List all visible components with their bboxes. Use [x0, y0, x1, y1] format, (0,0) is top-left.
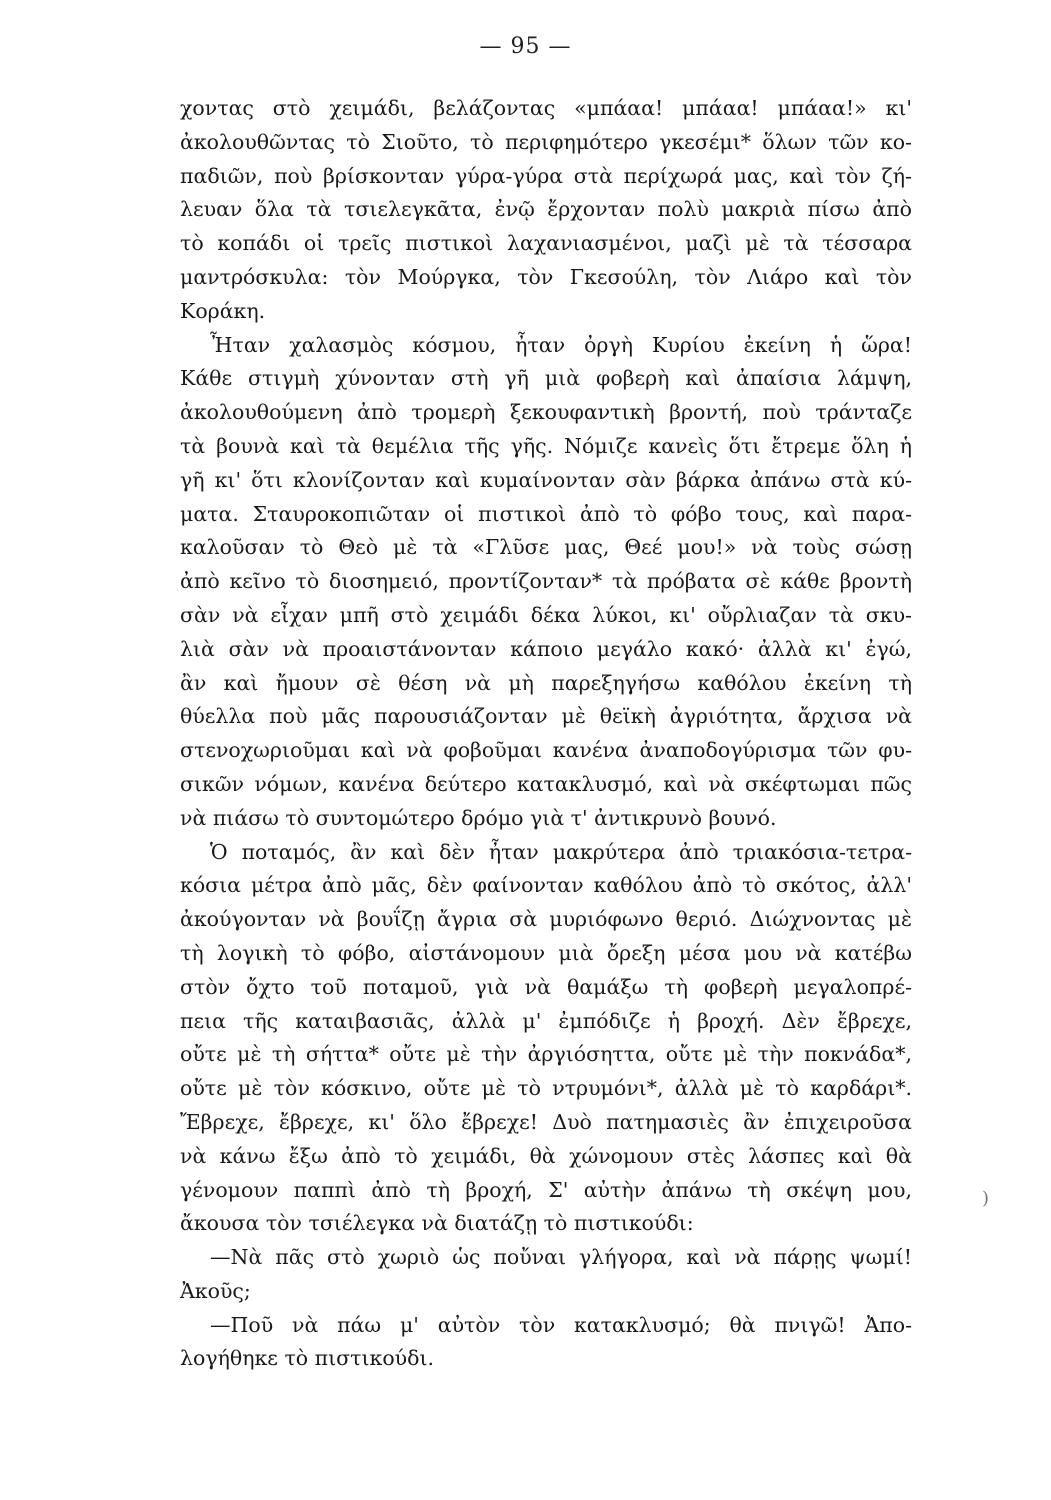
text-line: λογήθηκε τὸ πιστικούδι. [180, 1346, 435, 1371]
text-line: λιὰ σὰν νὰ προαιστάνονταν κάποιο μεγάλο κακό· ἀλλὰ κι' ἐγώ, [180, 636, 912, 661]
text-line: γένομουν παππὶ ἀπὸ τὴ βροχή, Σ' αὐτὴν ἀπάνω τὴ σκέψη μου, [180, 1177, 912, 1202]
text-line: ἀκολουθῶντας τὸ Σιοῦτο, τὸ περιφημότερο γκεσέμι* ὅλων τῶν κο- [180, 129, 912, 154]
page-number: — 95 — [479, 34, 572, 59]
text-line: χοντας στὸ χειμάδι, βελάζοντας «μπάαα! μπάαα! μπάαα!» κι' [180, 96, 912, 120]
text-line: τὰ βουνὰ καὶ τὰ θεμέλια τῆς γῆς. Νόμιζε κανεὶς ὅτι ἔτρεμε ὅλη ἡ [180, 433, 912, 458]
text-line: ἀπὸ κεῖνο τὸ διοσημειό, προντίζονταν* τὰ πρόβατα σὲ κάθε βροντὴ [180, 569, 912, 594]
text-line: σὰν νὰ εἶχαν μπῆ στὸ χειμάδι δέκα λύκοι, κι' οὔρλιαζαν τὰ σκυ- [180, 602, 912, 627]
text-line: ἀκολουθούμενη ἀπὸ τρομερὴ ξεκουφαντικὴ βροντή, ποὺ τράνταζε [180, 400, 912, 425]
text-line: Ἔβρεχε, ἔβρεχε, κι' ὅλο ἔβρεχε! Δυὸ πατημασιὲς ἂν ἐπιχειροῦσα [180, 1109, 912, 1134]
text-line: κόσια μέτρα ἀπὸ μᾶς, δὲν φαίνονταν καθόλου ἀπὸ τὸ σκότος, ἀλλ' [180, 873, 912, 898]
text-line: πεια τῆς καταιβασιᾶς, ἀλλὰ μ' ἐμπόδιζε ἡ βροχή. Δὲν ἔβρεχε, [180, 1008, 912, 1033]
text-line: παδιῶν, ποὺ βρίσκονταν γύρα-γύρα στὰ περίχωρά μας, καὶ τὸν ζή- [180, 163, 912, 188]
text-line: ἂν καὶ ἤμουν σὲ θέση νὰ μὴ παρεξηγήσω καθόλου ἐκείνη τὴ [180, 670, 912, 695]
margin-mark: ) [982, 1188, 990, 1209]
text-line: ἄκουσα τὸν τσιέλεγκα νὰ διατάζῃ τὸ πιστικούδι: [180, 1211, 694, 1236]
body-text [180, 92, 912, 1376]
text-line: —Νὰ πᾶς στὸ χωριὸ ὡς ποὔναι γλήγορα, καὶ νὰ πάρῃς ψωμί! [210, 1245, 912, 1270]
text-line: τὴ λογικὴ τὸ φόβο, αἰστάνομουν μιὰ ὄρεξη μέσα μου νὰ κατέβω [180, 940, 912, 965]
text-line: λευαν ὅλα τὰ τσιελεγκᾶτα, ἐνῷ ἔρχονταν πολὺ μακριὰ πίσω ἀπὸ [180, 197, 912, 222]
text-line: στενοχωριοῦμαι καὶ νὰ φοβοῦμαι κανένα ἀναποδογύρισμα τῶν φυ- [180, 738, 912, 763]
text-line: στὸν ὄχτο τοῦ ποταμοῦ, γιὰ νὰ θαμάξω τὴ φοβερὴ μεγαλοπρέ- [180, 974, 912, 999]
text-line: Κοράκη. [180, 298, 266, 323]
text-line: —Ποῦ νὰ πάω μ' αὐτὸν τὸν κατακλυσμό; θὰ πνιγῶ! Ἀπο- [210, 1312, 912, 1337]
text-line: γῆ κι' ὅτι κλονίζονταν καὶ κυμαίνονταν σὰν βάρκα ἀπάνω στὰ κύ- [180, 467, 912, 492]
text-line: σικῶν νόμων, κανένα δεύτερο κατακλυσμό, καὶ νὰ σκέφτωμαι πῶς [180, 771, 912, 796]
text-line: νὰ κάνω ἔξω ἀπὸ τὸ χειμάδι, θὰ χώνομουν στὲς λάσπες καὶ θὰ [180, 1143, 912, 1168]
text-line: οὔτε μὲ τὸν κόσκινο, οὔτε μὲ τὸ ντρυμόνι*, ἀλλὰ μὲ τὸ καρδάρι*. [180, 1076, 912, 1101]
text-line: Ὁ ποταμός, ἂν καὶ δὲν ἦταν μακρύτερα ἀπὸ τριακόσια-τετρα- [210, 839, 912, 864]
text-line: καλοῦσαν τὸ Θεὸ μὲ τὰ «Γλῦσε μας, Θεέ μου!» νὰ τοὺς σώσῃ [180, 535, 912, 560]
text-line: οὔτε μὲ τὴ σήττα* οὔτε μὲ τὴν ἀργιόσηττα, οὔτε μὲ τὴν ποκνάδα*, [180, 1042, 912, 1067]
text-line: ἀκούγονταν νὰ βουΐζῃ ἄγρια σὰ μυριόφωνο θεριό. Διώχνοντας μὲ [180, 907, 912, 932]
text-line: τὸ κοπάδι οἱ τρεῖς πιστικοὶ λαχανιασμένοι, μαζὶ μὲ τὰ τέσσαρα [180, 231, 912, 256]
text-line: Κάθε στιγμὴ χύνονταν στὴ γῆ μιὰ φοβερὴ καὶ ἀπαίσια λάμψη, [180, 366, 912, 391]
text-line: μαντρόσκυλα: τὸν Μούργκα, τὸν Γκεσούλη, τὸν Λιάρο καὶ τὸν [180, 264, 912, 289]
text-line: θύελλα ποὺ μᾶς παρουσιάζονταν μὲ θεϊκὴ ἀγριότητα, ἄρχισα νὰ [180, 704, 912, 729]
text-line: νὰ πιάσω τὸ συντομώτερο δρόμο γιὰ τ' ἀντικρυνὸ βουνό. [180, 805, 777, 830]
text-line: Ἦταν χαλασμὸς κόσμου, ἦταν ὀργὴ Κυρίου ἐκείνη ἡ ὥρα! [210, 332, 912, 357]
text-line: Ἀκοῦς; [180, 1278, 251, 1303]
text-line: ματα. Σταυροκοπιῶταν οἱ πιστικοὶ ἀπὸ τὸ φόβο τους, καὶ παρα- [180, 501, 912, 526]
